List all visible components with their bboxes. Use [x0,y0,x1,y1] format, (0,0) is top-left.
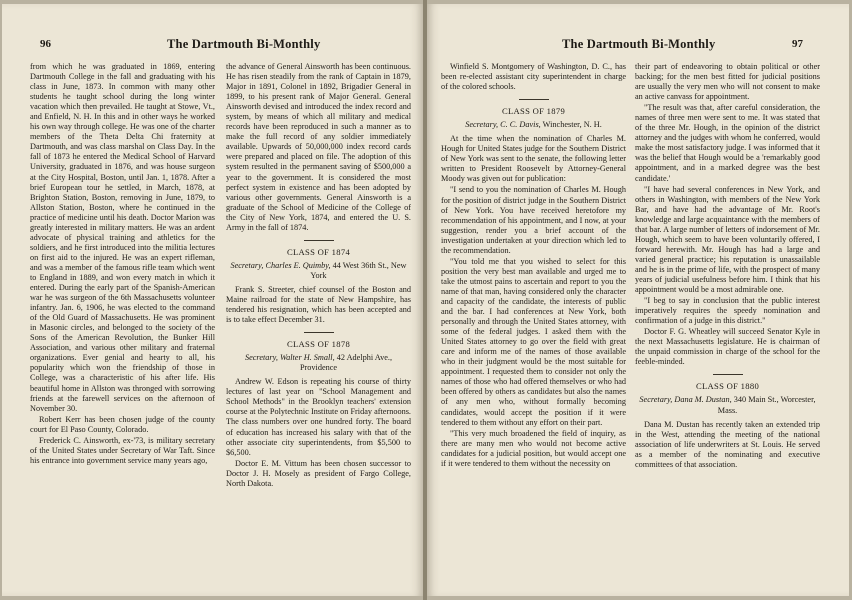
paragraph: Frederick C. Ainsworth, ex-'73, is military secretary of the United States under Secretary of War Taft. Since his entrance into government service many years ago, [30,435,215,465]
class-secretary-1880: Secretary, Dana M. Dustan, 340 Main St., Worcester, Mass. [639,395,816,415]
paragraph: Doctor F. G. Wheatley will succeed Senator Kyle in the next Massachusetts legislature. He is chairman of the unpaid commission in charge of the school for the feeble-minded. [635,327,820,367]
right-page [427,4,849,596]
paragraph: "This very much broadened the field of inquiry, as there are many men who would not become active candidates for a judicial position, but would accept one if it were tendered to them without the necessity on [441,428,626,468]
paragraph: "I beg to say in conclusion that the public interest imperatively requires the speedy nomination and confirmation of a judge in this district." [635,296,820,326]
running-head-right: The Dartmouth Bi-Monthly [562,37,716,51]
class-heading-1874: CLASS OF 1874 [286,246,351,257]
left-column-2 [226,62,411,489]
paragraph: At the time when the nomination of Charles M. Hough for United States judge for the Southern District of New York was sent to the senate, the following letter written to President Roosevelt by Attorney-General Moody was given out for publication: [441,134,626,184]
class-heading-1878: CLASS OF 1878 [286,339,351,350]
section-divider [304,332,334,333]
class-heading-1879: CLASS OF 1879 [501,106,566,117]
right-column-1 [441,62,626,469]
paragraph: the advance of General Ainsworth has been continuous. He has risen steadily from the rank of Captain in 1879, Major in 1891, Colonel in 1892, Brigadier General in 1899, to his present rank of Major General. General Ainsworth devised and introduced the index record and system, by means of which all military and medical records have been reproduced in such a manner as to make the full record of any soldier immediately available. Upwards of 50,000,000 index record cards were prepared and placed on file. The adoption of this system resulted in the permanent saving of $500,000 a year to the government. It is considered the most perfect system in existence and has been adopted by various other governments. General Ainsworth is a graduate of the School of Medicine of the College of the City of New York, 1874, and entered the U. S. Army in the fall of 1874. [226,62,411,232]
section-divider [519,99,549,100]
right-column-2 [635,62,820,470]
class-secretary-1878: Secretary, Walter H. Small, 42 Adelphi Ave., Providence [244,353,393,373]
class-secretary-1879: Secretary, C. C. Davis, Winchester, N. H. [465,120,602,130]
paragraph: Andrew W. Edson is repeating his course of thirty lectures of last year on "School Management and School Methods" in the Brooklyn teachers' extension course at the Polytechnic Institute on Friday afternoons. The class numbers over one hundred forty. The board of education has increased his salary with that of the other associate city superintendents, from $5,500 to $6,500. [226,377,411,457]
paragraph: "I send to you the nomination of Charles M. Hough for the position of district judge in the Southern District of New York. You have received heretofore my recommendation of his appointment, and I now, at your suggestion, render you a brief account of the investigation undertaken at your direction which led to the recommendation. [441,185,626,255]
paragraph: Dana M. Dustan has recently taken an extended trip in the West, attending the meeting of the national association of life underwriters at St. Louis. He served as a member of the nominating and executive committees of that association. [635,419,820,469]
section-divider [304,240,334,241]
left-page [2,4,423,596]
class-secretary-1874: Secretary, Charles E. Quimby, 44 West 36th St., New York [230,260,407,280]
class-heading-1880: CLASS OF 1880 [695,381,760,392]
paragraph: Winfield S. Montgomery of Washington, D. C., has been re-elected assistant city superintendent in charge of the colored schools. [441,62,626,92]
page-number-right: 97 [792,38,803,50]
paragraph: their part of endeavoring to obtain political or other backing; for the men best fitted for judicial positions are usually the very men who will not consent to make an active canvass for appointment. [635,62,820,102]
page-number-left: 96 [40,38,51,50]
paragraph: "I have had several conferences in New York, and others in Washington, with members of the New York Bar, and have had the advantage of Mr. Root's knowledge and large acquaintance with the members of that bar. A large number of letters of indorsement of Mr. Hough, which seem to have been voluntarily offered, I forward herewith. Mr. Hough has had a large and varied general practice; his reputation is unassailable and he is in the prime of life, with the prospect of many years of judicial usefulness before him. I think that his appointment would be a most admirable one. [635,184,820,295]
paragraph: Doctor E. M. Vittum has been chosen successor to Doctor J. H. Mosely as president of Fargo College, North Dakota. [226,458,411,488]
paragraph: from which he was graduated in 1869, entering Dartmouth College in the fall and graduating with his class in June, 1873. In common with many other students he taught school during the long winter vacation which then prevailed. He taught at Stowe, Vt., and Enfield, N. H. In this and in other ways he worked his own way through college. He was one of the charter members of the Theta Delta Chi fraternity at Dartmouth, and was class marshal on Class Day. In the fall of 1873 he entered the Medical School of Harvard University, graduated in 1876, and was house surgeon at the City Hospital, Boston, until Jan. 1, 1878. After a brief European tour he settled, in March, 1878, at Brighton Station, Boston, removing in June, 1879, to Allston Station, Boston, where he continued in the practice of medicine until his death. Doctor Marion was greatly interested in military matters. He was an ardent advocate of physical training and athletics for the soldiers, and he first introduced into the militia lectures on first aid to the injured. He was an expert rifleman, and was a member of the famous rifle team which went to England in 1889, and won every match in which it entered. During the early part of the Spanish-American war he was surgeon of the 6th Massachusetts volunteer infantry. Jan. 6, 1906, he was elected to the command of the Old Guard of Massachusetts. He was prominent in Masonic circles, and belonged to the society of the Sons of the American Revolution, the Bunker Hill Association, and various other military and fraternal organizations. Ever genial and hearty to all, his popularity which won the friendship of those in College, was a characteristic of his after life. His beautiful home in Allston was thronged with sorrowing friends at the farewell services on the afternoon of November 30. [30,62,215,413]
running-head-left: The Dartmouth Bi-Monthly [167,37,321,51]
section-divider [713,374,743,375]
left-column-1 [30,62,215,466]
paragraph: Robert Kerr has been chosen judge of the county court for El Paso County, Colorado. [30,414,215,434]
paragraph: "The result was that, after careful consideration, the names of three men were sent to me. It was stated that of the three Mr. Hough, in the opinion of the district attorney and the judges with whom he conferred, would make the most satisfactory judge. I was informed that it was the belief that Hough would be a 'remarkably good appointment, and in a marked degree was the best candidate.' [635,103,820,183]
paragraph: "You told me that you wished to select for this position the very best man available and urged me to take the utmost pains to ascertain and report to you the name of that man, having considered only the character and capacity of the candidate, the interests of public and the bar. I had conferences at New York, both personally and through the United States attorney, with some of the federal judges. I asked them with the United States attorney to go over the field with great care and inform me of the names of those available who in their judgment would be the most suitable for appointment. I requested them to consider not only the names of those who had offered themselves or who had been offered by others as candidates but also the names of any men who, without formally becoming candidates, would accept the position if it were tendered to them without any effort on their part. [441,256,626,427]
paragraph: Frank S. Streeter, chief counsel of the Boston and Maine railroad for the state of New Hampshire, has tendered his resignation, which has been accepted and is to take effect December 31. [226,284,411,325]
